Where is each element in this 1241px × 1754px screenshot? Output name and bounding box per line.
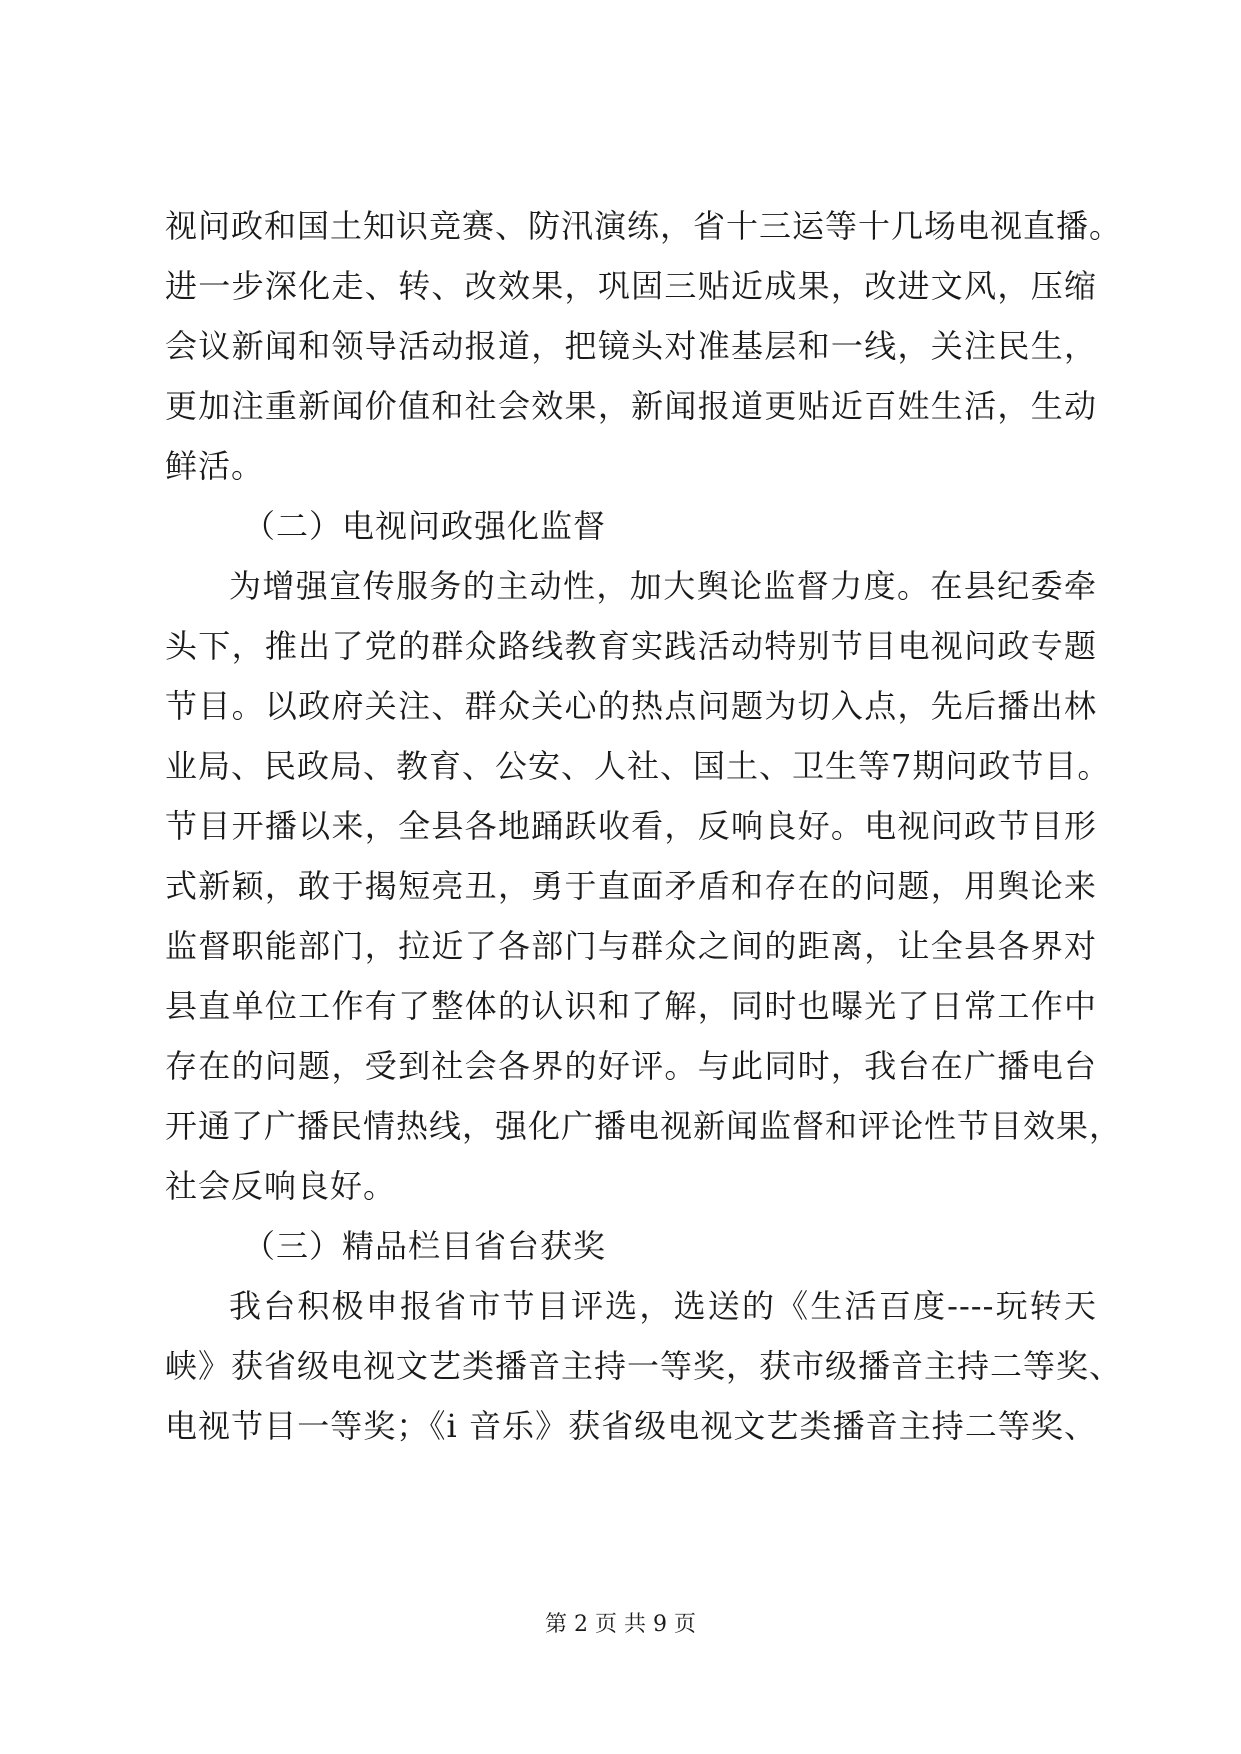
page-number-footer: 第 2 页 共 9 页	[545, 1612, 696, 1637]
body-line: 鲜活。	[165, 447, 265, 485]
body-line: 式新颖，敢于揭短亮丑，勇于直面矛盾和存在的问题，用舆论来	[165, 867, 1097, 905]
body-line: 节目开播以来，全县各地踊跃收看，反响良好。电视问政节目形	[165, 807, 1097, 845]
body-line: 更加注重新闻价值和社会效果，新闻报道更贴近百姓生活，生动	[165, 387, 1097, 425]
body-line: 电视节目一等奖；《i 音乐》获省级电视文艺类播音主持二等奖、	[165, 1407, 1097, 1445]
body-line: 视问政和国土知识竞赛、防汛演练，省十三运等十几场电视直播。	[165, 207, 1123, 245]
document-body	[165, 196, 1123, 1456]
body-line: 会议新闻和领导活动报道，把镜头对准基层和一线，关注民生，	[165, 327, 1097, 365]
body-line: 存在的问题，受到社会各界的好评。与此同时，我台在广播电台	[165, 1047, 1097, 1085]
body-line: 峡》获省级电视文艺类播音主持一等奖，获市级播音主持二等奖、	[165, 1347, 1123, 1385]
body-line: 开通了广播民情热线，强化广播电视新闻监督和评论性节目效果，	[165, 1107, 1123, 1145]
section-heading: （三）精品栏目省台获奖	[243, 1227, 607, 1265]
body-line: 业局、民政局、教育、公安、人社、国土、卫生等7期问政节目。	[165, 747, 1111, 785]
body-line: 节目。以政府关注、群众关心的热点问题为切入点，先后播出林	[165, 687, 1097, 725]
section-heading: （二）电视问政强化监督	[243, 507, 607, 545]
body-line: 进一步深化走、转、改效果，巩固三贴近成果，改进文风，压缩	[165, 267, 1097, 305]
paragraph-first-line: 为增强宣传服务的主动性，加大舆论监督力度。在县纪委牵	[229, 567, 1097, 605]
body-line: 监督职能部门，拉近了各部门与群众之间的距离，让全县各界对	[165, 927, 1097, 965]
body-line: 社会反响良好。	[165, 1167, 397, 1205]
body-line: 县直单位工作有了整体的认识和了解，同时也曝光了日常工作中	[165, 987, 1097, 1025]
body-line: 头下，推出了党的群众路线教育实践活动特别节目电视问政专题	[165, 627, 1097, 665]
paragraph-first-line: 我台积极申报省市节目评选，选送的《生活百度----玩转天	[229, 1287, 1097, 1325]
